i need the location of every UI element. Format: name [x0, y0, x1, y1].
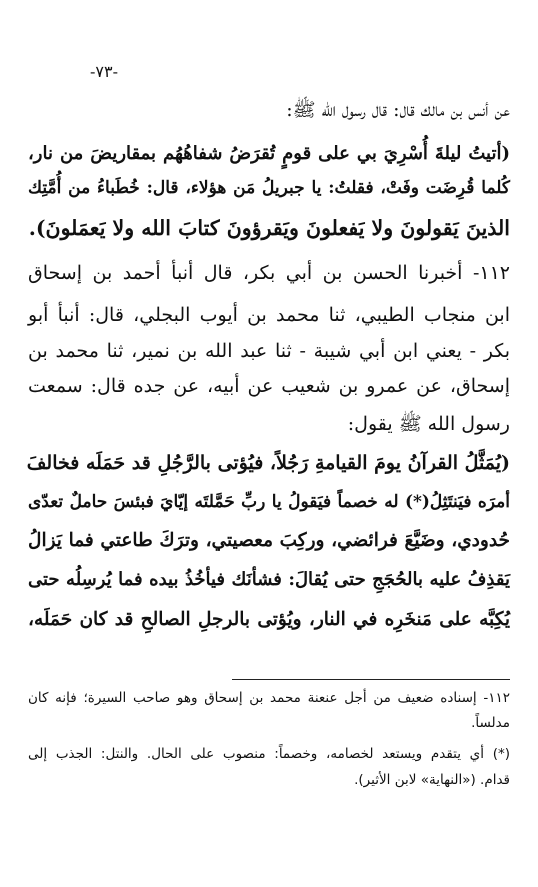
- hadith-112-line: أمرَه فيَنتَثِلُ(*) له خصماً فيَقولُ يا ربِّ حَمَّلتَه إيّايَ فبئسَ حاملٌ تعدّى: [28, 492, 510, 512]
- hadith-112-line: حُدودي، وضَيَّعَ فرائضي، وركِبَ معصيتي، وترَكَ طاعتي فما يَزالُ: [28, 530, 510, 551]
- footnote-separator: [232, 679, 510, 680]
- isnad-112-line: ١١٢- أخبرنا الحسن بن أبي بكر، قال أنبأ أحمد بن إسحاق: [28, 262, 510, 284]
- page-number: -٧٣-: [90, 62, 118, 81]
- isnad-112-line: رسول الله ﷺ يقول:: [347, 413, 510, 435]
- isnad-112-line: ابن منجاب الطيبي، ثنا محمد بن أيوب البجلي، قال: أنبأ أبو: [28, 304, 510, 326]
- hadith-112-line: (يُمَثَّلُ القرآنُ يومَ القيامةِ رَجُلاً، فيُؤتى بالرَّجُلِ قد حَمَلَه فخالفَ: [26, 452, 510, 474]
- footnote-star-line: قدام. («النهاية» لابن الأثير).: [354, 772, 510, 788]
- hadith-112-line: يُكِبَّه على مَنخَرِه في النار، ويُؤتى بالرجلِ الصالحِ قد كان حَمَلَه،: [28, 609, 510, 630]
- footnote-112-line: ١١٢- إسناده ضعيف من أجل عنعنة محمد بن إسحاق وهو صاحب السيرة؛ فإنه كان: [28, 690, 510, 706]
- hadith-111-line: كُلما قُرِضَت وفَتْ، فقلتُ: يا جبريلُ مَن هؤلاء، قال: خُطَباءُ من أُمَّتِك: [28, 178, 510, 198]
- isnad-112-line: بكر - يعني ابن أبي شيبة - ثنا عبد الله بن نمير، ثنا محمد بن: [28, 340, 510, 362]
- hadith-111-line: (أتيتُ ليلةَ أُسْرِيَ بي على قومٍ تُقرَضُ شفاهُهُم بمقاريضَ من نار،: [28, 143, 510, 164]
- hadith-112-line: يَقذِفُ عليه بالحُجَجِ حتى يُقالَ: فشأنَك فيأخُذُ بيده فما يُرسِلُه حتى: [28, 569, 510, 590]
- intro-line: عن أنس بن مالك قال: قال رسول الله ﷺ:: [286, 99, 510, 121]
- isnad-112-line: إسحاق، عن عمرو بن شعيب عن أبيه، عن جده قال: سمعت: [28, 375, 510, 397]
- footnote-112-line: مدلساً.: [471, 715, 510, 731]
- footnote-star-line: (*) أي يتقدم ويستعد لخصامه، وخصماً: منصوب على الحال. والنتل: الجذب إلى: [28, 746, 510, 762]
- hadith-111-line: الذينَ يَقولونَ ولا يَفعلونَ ويَقرؤونَ كتابَ الله ولا يَعمَلونَ).: [28, 216, 510, 240]
